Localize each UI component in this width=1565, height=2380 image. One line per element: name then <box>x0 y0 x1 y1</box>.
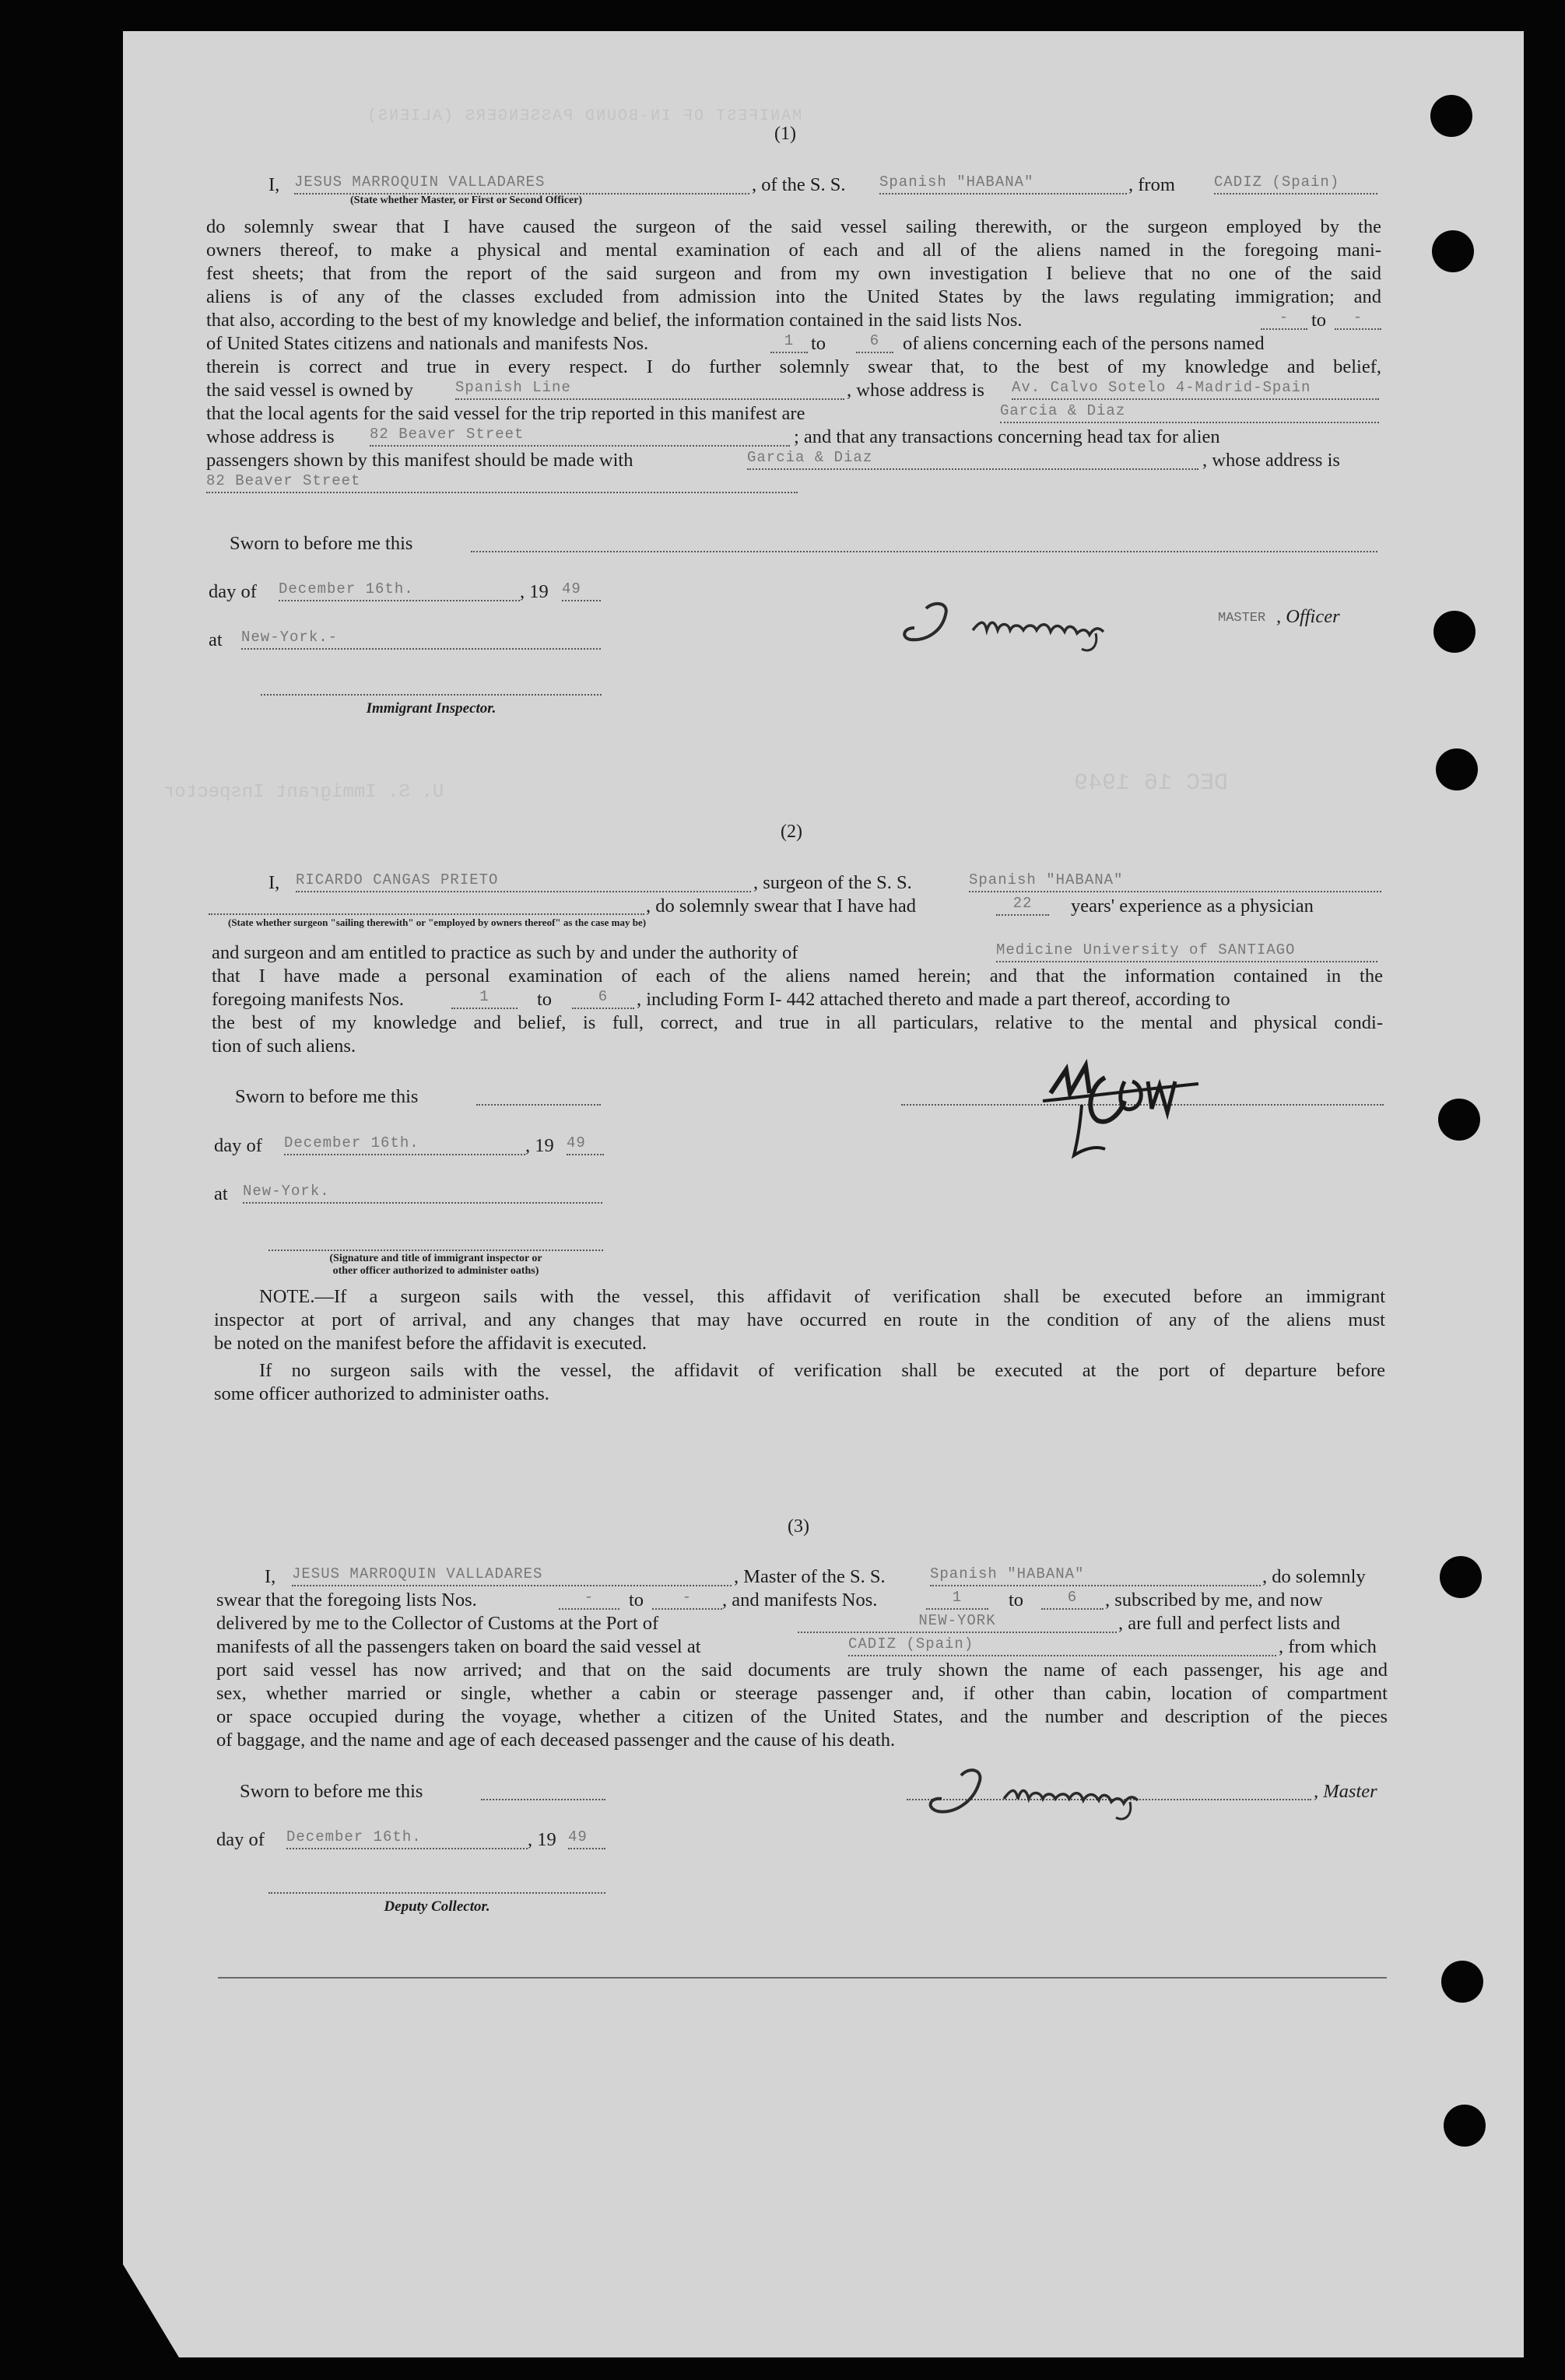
head-tax-address-field: 82 Beaver Street <box>206 471 798 493</box>
authority-field: Medicine University of SANTIAGO <box>996 941 1377 962</box>
collector-label: Deputy Collector. <box>384 1898 490 1915</box>
inspector-signature-line <box>261 694 602 696</box>
note-line: If no surgeon sails with the vessel, the affidavit of verification shall be executed at the port of departure before <box>259 1360 1385 1381</box>
condition-line: tion of such aliens. <box>212 1036 356 1057</box>
punch-hole <box>1444 2105 1486 2147</box>
manifests-to-field: 6 <box>572 987 634 1009</box>
lists-to-field: - <box>1335 308 1381 330</box>
years-label: years' experience as a physician <box>1071 896 1314 917</box>
year-prefix: , 19 <box>528 1829 556 1850</box>
inspector-label: Immigrant Inspector. <box>366 700 497 717</box>
i-label: I, <box>265 1566 276 1587</box>
manifests-from-field: 1 <box>926 1588 988 1610</box>
master-suffix: MASTER <box>1218 611 1266 626</box>
swear-label: swear that the foregoing lists Nos. <box>216 1590 477 1611</box>
owner-address-field: Av. Calvo Sotelo 4-Madrid-Spain <box>1012 378 1379 400</box>
manifests-to-field: 6 <box>856 331 893 353</box>
master-signature-1 <box>895 593 1237 655</box>
note-line: be noted on the manifest before the affidavit is executed. <box>214 1333 647 1354</box>
section-1-line: owners thereof, to make a physical and mental examination of each and all of the aliens named in the foregoing mani- <box>206 240 1381 261</box>
punch-hole <box>1432 230 1474 272</box>
day-field: December 16th. <box>286 1828 528 1849</box>
section-2-number: (2) <box>781 822 802 842</box>
best-line: the best of my knowledge and belief, is full, correct, and true in all particulars, relative to the mental and physical condi- <box>212 1012 1383 1033</box>
section-1-line: aliens is of any of the classes excluded from admission into the United States by the laws regulating immigration; and <box>206 286 1381 307</box>
section-1-line: fest sheets; that from the report of the said surgeon and from my own investigation I believe that no one of the said <box>206 263 1381 284</box>
lists-from-field: - <box>559 1588 619 1610</box>
punch-hole <box>1433 611 1476 653</box>
agents-label: that the local agents for the said vessel for the trip reported in this manifest are <box>206 403 805 424</box>
surgeon-vessel-field: Spanish "HABANA" <box>969 871 1381 892</box>
year-field: 49 <box>567 1134 604 1155</box>
day-label: day of <box>216 1829 265 1850</box>
officer-name-field: JESUS MARROQUIN VALLADARES <box>294 173 749 195</box>
authority-label: and surgeon and am entitled to practice as such by and under the authority of <box>212 942 798 963</box>
year-prefix: , 19 <box>520 581 549 602</box>
master-signature-3 <box>918 1760 1292 1830</box>
officer-title: , Officer <box>1276 606 1340 627</box>
signature-note: (Signature and title of immigrant inspector or <box>329 1253 542 1264</box>
section-1-line: that also, according to the best of my knowledge and belief, the information contained in the said lists Nos. <box>206 310 1023 331</box>
surgeon-name-field: RICARDO CANGAS PRIETO <box>296 871 751 892</box>
sworn-label: Sworn to before me this <box>240 1781 423 1802</box>
passengers-label: manifests of all the passengers taken on board the said vessel at <box>216 1636 701 1657</box>
at-field: New-York.- <box>241 628 601 650</box>
to-label: to <box>537 989 553 1010</box>
lists-to-field: - <box>652 1588 722 1610</box>
section-3-line: sex, whether married or single, whether a cabin or steerage passenger and, if other than cabin, location of compartment <box>216 1683 1388 1704</box>
officer-signature-line <box>268 1250 603 1251</box>
sworn-line <box>471 551 1377 552</box>
full-label: , are full and perfect lists and <box>1118 1613 1341 1634</box>
port-field: NEW-YORK <box>798 1611 1117 1633</box>
section-3-line: or space occupied during the voyage, whether a citizen of the United States, and the number and description of the pieces <box>216 1706 1388 1727</box>
manifests-label: , and manifests Nos. <box>722 1590 878 1611</box>
to-label: to <box>811 333 826 354</box>
owner-address-label: , whose address is <box>847 380 984 401</box>
i-label: I, <box>268 174 280 195</box>
taken-at-field: CADIZ (Spain) <box>848 1635 1276 1656</box>
section-1-line: therein is correct and true in every respect. I do further solemnly swear that, to the best of my knowledge and belief, <box>206 356 1381 377</box>
subscribed-label: , subscribed by me, and now <box>1105 1590 1323 1611</box>
sworn-label: Sworn to before me this <box>230 533 413 554</box>
day-field: December 16th. <box>279 580 520 601</box>
from-which-label: , from which <box>1279 1636 1377 1657</box>
section-3-number: (3) <box>788 1516 809 1537</box>
to-label: to <box>1009 1590 1024 1611</box>
bottom-rule <box>218 1977 1387 1979</box>
punch-hole <box>1430 95 1472 137</box>
year-field: 49 <box>568 1828 605 1849</box>
at-label: at <box>214 1183 228 1204</box>
bleed-through-header: MANIFEST OF IN-BOUND PASSENGERS (ALIENS) <box>366 107 802 125</box>
from-port-field: CADIZ (Spain) <box>1214 173 1377 195</box>
agents-address-label: whose address is <box>206 426 335 447</box>
bleed-through-stamp: DEC 16 1949 <box>1074 770 1229 797</box>
note-line: NOTE.—If a surgeon sails with the vessel, this affidavit of verification shall be executed before an immigrant <box>259 1286 1385 1307</box>
surgeon-status-line <box>209 913 644 915</box>
sworn-label: Sworn to before me this <box>235 1086 419 1107</box>
officer-note: (State whether Master, or First or Second Officer) <box>350 195 583 206</box>
years-field: 22 <box>996 894 1049 916</box>
master-name-field: JESUS MARROQUIN VALLADARES <box>292 1565 732 1586</box>
punch-hole <box>1440 1556 1482 1598</box>
year-prefix: , 19 <box>525 1135 554 1156</box>
note-line: some officer authorized to administer oaths. <box>214 1383 549 1404</box>
swear-label: , do solemnly swear that I have had <box>646 896 916 917</box>
owner-field: Spanish Line <box>455 378 844 400</box>
master-vessel-field: Spanish "HABANA" <box>930 1565 1261 1586</box>
at-field: New-York. <box>243 1182 602 1204</box>
agents-field: Garcia & Diaz <box>1000 401 1379 423</box>
lists-from-field: - <box>1261 308 1307 330</box>
section-1-line: do solemnly swear that I have caused the surgeon of the said vessel sailing therewith, or the surgeon employed by the <box>206 216 1381 237</box>
i-label: I, <box>268 872 280 893</box>
manifests-from-field: 1 <box>770 331 808 353</box>
day-label: day of <box>209 581 257 602</box>
sworn-line <box>476 1104 601 1106</box>
head-tax-agent-field: Garcia & Diaz <box>747 448 1198 470</box>
at-label: at <box>209 629 223 650</box>
bleed-through-inspector: U. S. Immigrant Inspector <box>163 782 444 803</box>
punch-hole <box>1438 1099 1480 1141</box>
surgeon-note: (State whether surgeon "sailing therewith" or "employed by owners thereof" as the case may be) <box>228 917 647 928</box>
solemnly-label: , do solemnly <box>1262 1566 1366 1587</box>
note-line: inspector at port of arrival, and any changes that may have occurred en route in the condition of any of the aliens must <box>214 1309 1385 1330</box>
master-label: , Master of the S. S. <box>734 1566 886 1587</box>
section-1-line: of aliens concerning each of the persons named <box>903 333 1265 354</box>
vessel-field: Spanish "HABANA" <box>879 173 1127 195</box>
owned-label: the said vessel is owned by <box>206 380 414 401</box>
passengers-label: passengers shown by this manifest should be made with <box>206 450 633 471</box>
punch-hole <box>1441 1961 1483 2003</box>
collector-signature-line <box>268 1892 605 1894</box>
section-3-line: of baggage, and the name and age of each deceased passenger and the cause of his death. <box>216 1730 896 1751</box>
year-field: 49 <box>562 580 601 601</box>
whose-address-label: , whose address is <box>1202 450 1340 471</box>
exam-line: that I have made a personal examination of each of the aliens named herein; and that the information contained in the <box>212 966 1383 987</box>
surgeon-label: , surgeon of the S. S. <box>753 872 912 893</box>
surgeon-signature <box>1035 1039 1237 1171</box>
from-label: , from <box>1128 174 1175 195</box>
signature-note: other officer authorized to administer oaths) <box>332 1265 539 1277</box>
delivered-label: delivered by me to the Collector of Customs at the Port of <box>216 1613 659 1634</box>
to-label: to <box>629 1590 644 1611</box>
sworn-line <box>481 1799 605 1800</box>
head-tax-label: ; and that any transactions concerning head tax for alien <box>794 426 1220 447</box>
section-3-line: port said vessel has now arrived; and that on the said documents are truly shown the name of each passenger, his age and <box>216 1660 1388 1681</box>
section-1-number: (1) <box>774 124 796 144</box>
to-label: to <box>1311 310 1327 331</box>
manifests-to-field: 6 <box>1041 1588 1104 1610</box>
manifests-label: foregoing manifests Nos. <box>212 989 404 1010</box>
of-ss-label: , of the S. S. <box>752 174 846 195</box>
day-label: day of <box>214 1135 262 1156</box>
section-1-line: of United States citizens and nationals and manifests Nos. <box>206 333 649 354</box>
master-title: , Master <box>1314 1781 1377 1802</box>
agents-address-field: 82 Beaver Street <box>370 425 790 447</box>
punch-hole <box>1436 748 1478 790</box>
manifests-from-field: 1 <box>451 987 518 1009</box>
day-field: December 16th. <box>284 1134 525 1155</box>
form-label: , including Form I- 442 attached thereto and made a part thereof, according to <box>637 989 1230 1010</box>
